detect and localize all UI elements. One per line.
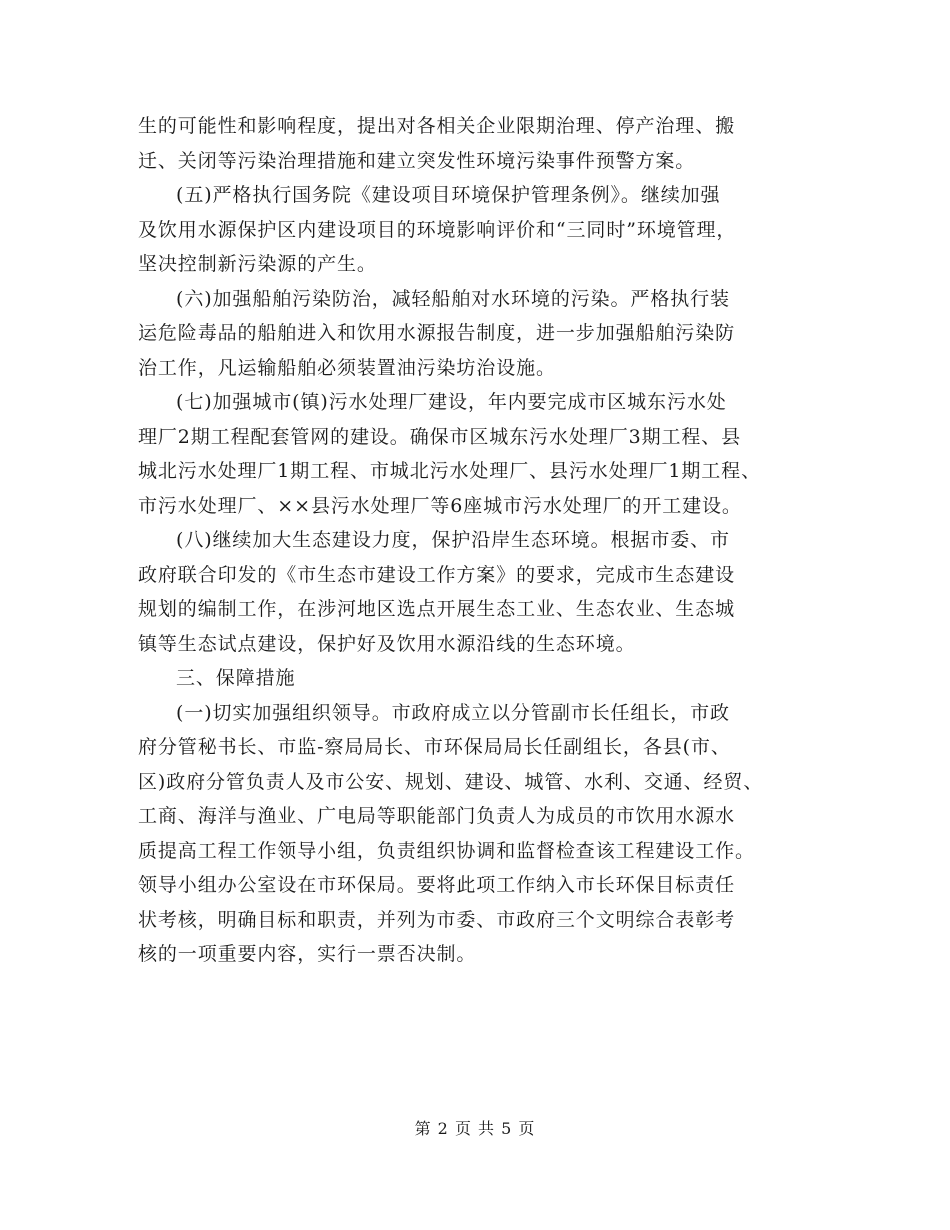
text-line-1: 生的可能性和影响程度，提出对各相关企业限期治理、停产治理、搬: [138, 115, 736, 137]
text-line-4: 及饮用水源保护区内建设项目的环境影响评价和“三同时”环境管理，: [138, 218, 737, 241]
text-line-16: 镇等生态试点建设，保护好及饮用水源沿线的生态环境。: [138, 632, 636, 655]
text-line-13: (八)继续加大生态建设力度，保护沿岸生态环境。根据市委、市: [176, 529, 730, 551]
text-line-25: 核的一项重要内容，实行一票否决制。: [138, 943, 477, 965]
text-line-6: (六)加强船舶污染防治，减轻船舶对水环境的污染。严格执行装: [176, 287, 730, 310]
section-heading: 三、保障措施: [176, 667, 296, 689]
text-line-15: 规划的编制工作，在涉河地区选点开展生态工业、生态农业、生态城: [138, 598, 736, 620]
page-number-footer: 第 2 页 共 5 页: [414, 1119, 536, 1138]
body-text: [138, 109, 838, 972]
text-line-21: 工商、海洋与渔业、广电局等职能部门负责人为成员的市饮用水源水: [138, 805, 736, 827]
text-line-5: 坚决控制新污染源的产生。: [138, 253, 377, 275]
text-line-3: (五)严格执行国务院《建设项目环境保护管理条例》。继续加强: [176, 184, 721, 206]
text-line-9: (七)加强城市(镇)污水处理厂建设，年内要完成市区城东污水处: [176, 391, 727, 413]
text-line-12: 市污水处理厂、××县污水处理厂等6座城市污水处理厂的开工建设。: [138, 494, 742, 517]
text-line-8: 治工作，凡运输船舶必须装置油污染坊治设施。: [138, 356, 556, 379]
text-line-7: 运危险毒品的船舶进入和饮用水源报告制度，进一步加强船舶污染防: [138, 322, 736, 344]
text-line-14: 政府联合印发的《市生态市建设工作方案》的要求，完成市生态建设: [138, 563, 736, 586]
text-line-23: 领导小组办公室设在市环保局。要将此项工作纳入市长环保目标责任: [138, 874, 736, 896]
text-line-20: 区)政府分管负责人及市公安、规划、建设、城管、水利、交通、经贸、: [138, 770, 764, 793]
text-line-18: (一)切实加强组织领导。市政府成立以分管副市长任组长，市政: [176, 701, 730, 724]
text-line-10: 理厂2期工程配套管网的建设。确保市区城东污水处理厂3期工程、县: [138, 425, 742, 448]
text-line-2: 迁、关闭等污染治理措施和建立突发性环境污染事件预警方案。: [138, 149, 696, 172]
text-line-19: 府分管秘书长、市监-察局局长、市环保局局长任副组长，各县(市、: [138, 736, 731, 758]
text-line-24: 状考核，明确目标和职责，并列为市委、市政府三个文明综合表彰考: [138, 908, 736, 931]
text-line-11: 城北污水处理厂1期工程、市城北污水处理厂、县污水处理厂1期工程、: [138, 460, 761, 482]
text-line-22: 质提高工程工作领导小组，负责组织协调和监督检查该工程建设工作。: [138, 839, 755, 862]
